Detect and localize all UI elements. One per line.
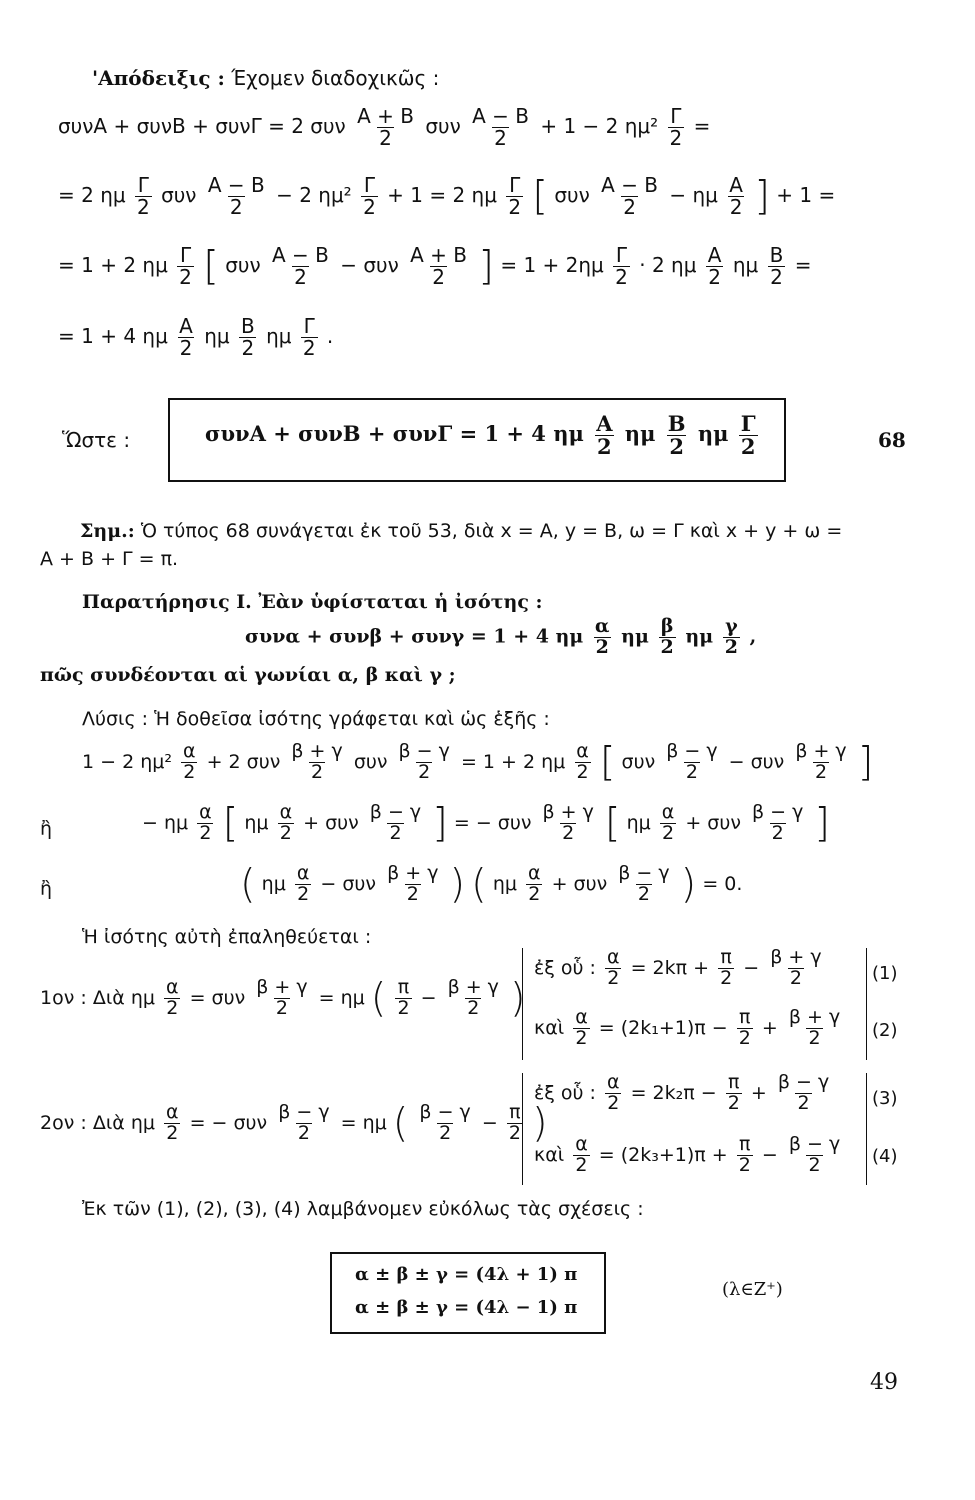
remark-question: πῶς συνδέονται αἱ γωνίαι α, β καὶ γ ; [40,664,456,686]
equation-line-4: = 1 + 4 ημ $\frac{A}{2}$ ημ $\frac{B}{2}$ ημ $\frac{\Gamma}{2}$ . [58,314,334,360]
eq-label-2: (2) [872,1020,898,1041]
eta-1: ἢ [40,818,53,840]
case-1-row-1: ἐξ οὗ : $\frac{\alpha}{2}$ = 2kπ + $\frac{\pi}{2}$ − $\frac{\beta + \gamma}{2}$ [534,946,822,989]
eq1-term-2: συν [425,114,461,138]
case-2-left-brace [522,1073,523,1185]
proof-intro: Έχομεν διαδοχικῶς : [231,66,440,90]
equation-line-2: = 2 ημ $\frac{\Gamma}{2}$ συν $\frac{A - B}{2}$ − 2 ημ² $\frac{\Gamma}{2}$ + 1 = 2 ημ $\frac{\Gamma}{2}$ [ συν $\frac{A - B}{2}$ − ημ $\frac{A}{2}$ ] + 1 = [58,173,836,220]
case-2-right-brace [866,1073,867,1185]
conclusion-text: Ἐκ τῶν (1), (2), (3), (4) λαμβάνομεν εὐκόλως τὰς σχέσεις : [82,1198,644,1220]
eq1-frac-3: $\frac{\Gamma}{2}$ [669,104,683,150]
proof-heading-line [92,68,439,88]
case-2: 2ον : Διὰ ημ $\frac{\alpha}{2}$ = − συν $\frac{\beta - \gamma}{2}$ = ημ ( $\frac{\beta - \gamma}{2}$ − $\frac{\pi}{2}$ ) [40,1100,548,1147]
solution-eq-2: − ημ $\frac{\alpha}{2}$ [ ημ $\frac{\alpha}{2}$ + συν $\frac{\beta - \gamma}{2}$ ] = − συν $\frac{\beta + \gamma}{2}$ [ ημ $\frac{\alpha}{2}$ + συν $\frac{\beta - \gamma}{2}$ ] [142,800,831,847]
solution-line [82,710,550,729]
note-label: Σημ.: [80,520,135,542]
note-line-1 [80,522,842,541]
result-2: α ± β ± γ = (4λ − 1) π [355,1297,578,1318]
proof-heading: 'Απόδειξις : [92,66,225,90]
solution-text: Ἡ δοθεῖσα ἰσότης γράφεται καὶ ὡς ἑξῆς : [154,708,550,730]
verify-text: Ἡ ἰσότης αὐτὴ ἐπαληθεύεται : [82,926,372,948]
case-1-left-brace [522,948,523,1060]
eq1-frac-1: $\frac{A + B}{2}$ [357,104,414,150]
equation-line-1 [58,106,710,149]
remark-equation: συνα + συνβ + συνγ = 1 + 4 ημ $\frac{\alpha}{2}$ ημ $\frac{\beta}{2}$ ημ $\frac{\gamma}{2}$ , [245,615,757,658]
eq-label-1: (1) [872,963,898,984]
eq-label-4: (4) [872,1146,898,1167]
eq1-term-4: = [693,114,711,138]
solution-eq-1: 1 − 2 ημ² $\frac{\alpha}{2}$ + 2 συν $\frac{\beta + \gamma}{2}$ συν $\frac{\beta - \gamma}{2}$ = 1 + 2 ημ $\frac{\alpha}{2}$ [ συν $\frac{\beta - \gamma}{2}$ − συν $\frac{\beta + \gamma}{2}$ ] [82,739,874,786]
equation-line-3: = 1 + 2 ημ $\frac{\Gamma}{2}$ [ συν $\frac{A - B}{2}$ − συν $\frac{A + B}{2}$ ] = 1 + 2ημ $\frac{\Gamma}{2}$ · 2 ημ $\frac{A}{2}$ ημ $\frac{B}{2}$ = [58,243,812,290]
eq1-frac-2: $\frac{A - B}{2}$ [472,104,529,150]
eq-label-3: (3) [872,1088,898,1109]
case-1-row-2: καὶ $\frac{\alpha}{2}$ = (2k₁+1)π − $\frac{\pi}{2}$ + $\frac{\beta + \gamma}{2}$ [534,1006,841,1049]
case-2-row-1: ἐξ οὗ : $\frac{\alpha}{2}$ = 2k₂π − $\frac{\pi}{2}$ + $\frac{\beta - \gamma}{2}$ [534,1071,830,1114]
page-number: 49 [870,1370,898,1395]
result-domain: (λ∈Z⁺) [722,1279,783,1300]
remark-heading: Παρατήρησις Ι. Ἐὰν ὑφίσταται ἡ ἰσότης : [82,591,543,613]
eta-2: ἢ [40,878,53,900]
hoste-label: Ὥστε : [62,428,131,452]
solution-label: Λύσις : [82,708,149,730]
note-text: Ὁ τύπος 68 συνάγεται ἐκ τοῦ 53, διὰ x = Α, y = Β, ω = Γ καὶ x + y + ω = [140,520,843,542]
case-1: 1ον : Διὰ ημ $\frac{\alpha}{2}$ = συν $\frac{\beta + \gamma}{2}$ = ημ ( $\frac{\pi}{2}$ − $\frac{\beta + \gamma}{2}$ ) [40,975,526,1022]
case-1-right-brace [866,948,867,1060]
result-1: α ± β ± γ = (4λ + 1) π [355,1264,578,1285]
eq1-lhs: συνΑ + συνΒ + συνΓ = 2 συν [58,114,346,138]
note-line-2: Α + Β + Γ = π. [40,548,179,570]
solution-eq-3: ( ημ $\frac{\alpha}{2}$ − συν $\frac{\beta + \gamma}{2}$ ) ( ημ $\frac{\alpha}{2}$ + συν $\frac{\beta - \gamma}{2}$ ) = 0. [240,861,743,908]
case-2-row-2: καὶ $\frac{\alpha}{2}$ = (2k₃+1)π + $\frac{\pi}{2}$ − $\frac{\beta - \gamma}{2}$ [534,1133,841,1176]
eq1-term-3: + 1 − 2 ημ² [540,114,659,138]
formula-number: 68 [878,428,906,452]
formula-68: συνΑ + συνΒ + συνΓ = 1 + 4 ημ $\frac{A}{2}$ ημ $\frac{B}{2}$ ημ $\frac{\Gamma}{2}$ [205,411,756,460]
